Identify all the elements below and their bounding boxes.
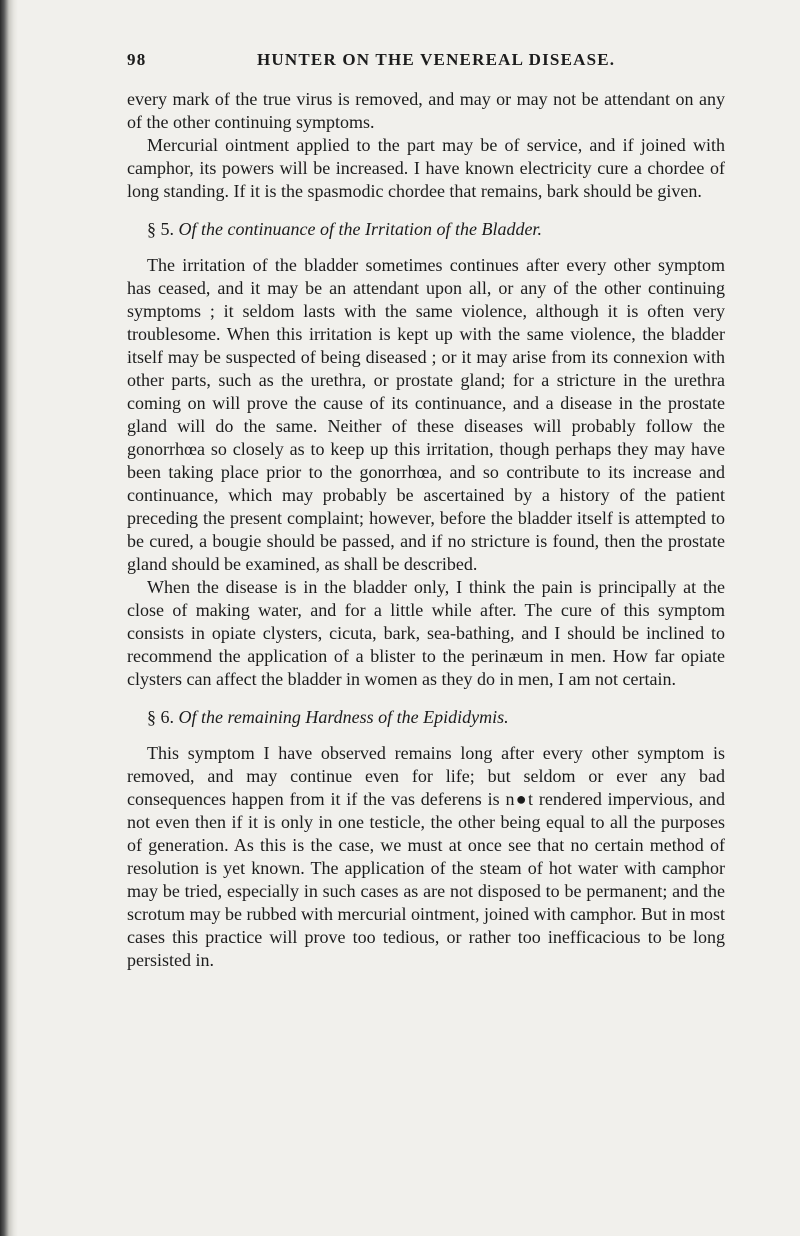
running-title: HUNTER ON THE VENEREAL DISEASE.: [257, 50, 616, 69]
section-5-paragraph-2: When the disease is in the bladder only, I think the pain is principally at the close of making water, and for a little while after. The cure of this symptom consists in opiate clysters, cicuta, bark, sea-bathing, and I should be inclined to recommend the application of a blister to the perinæum in men. How far opiate clysters can affect the bladder in women as they do in men, I am not certain.: [127, 577, 725, 689]
running-head: [127, 50, 725, 78]
book-page: [127, 50, 725, 972]
paragraph-continued: every mark of the true virus is removed, and may or may not be attendant on any of the other continuing symptoms.: [127, 89, 725, 132]
paragraph-mercurial-ointment: Mercurial ointment applied to the part may be of service, and if joined with camphor, its powers will be increased. I have known electricity cure a chordee of long standing. If it is the spasmodic chordee that remains, bark should be given.: [127, 135, 725, 201]
section-5-paragraph-1: The irritation of the bladder sometimes continues after every other symptom has ceased, and it may be an attendant upon all, or any of the other continuing symptoms ; it seldom lasts with the same violence, although it is often very troublesome. When this irritation is kept up with the same violence, the bladder itself may be suspected of being diseased ; or it may arise from its connexion with other parts, such as the urethra, or prostate gland; for a stricture in the urethra coming on will prove the cause of its continuance, and a disease in the prostate gland will do the same. Neither of these diseases will probably follow the gonorrhœa so closely as to keep up this irritation, though perhaps they may have been taking place prior to the gonorrhœa, and so contribute to its increase and continuance, which may probably be ascertained by a history of the patient preceding the present complaint; however, before the bladder itself is attempted to be cured, a bougie should be passed, and if no stricture is found, then the prostate gland should be examined, as shall be described.: [127, 255, 725, 574]
section-6-paragraph-1: This symptom I have observed remains long after every other symptom is removed, and may continue even for life; but seldom or ever any bad consequences happen from it if the vas deferens is n●t rendered impervious, and not even then if it is only in one testicle, the other being equal to all the purposes of generation. As this is the case, we must at once see that no certain method of resolution is yet known. The application of the steam of hot water with camphor may be tried, especially in such cases as are not disposed to be permanent; and the scrotum may be rubbed with mercurial ointment, joined with camphor. But in most cases this practice will prove too tedious, or rather too inefficacious to be long persisted in.: [127, 743, 725, 970]
section-6-heading: [127, 706, 725, 729]
page-number: 98: [127, 50, 147, 69]
page-binding-edge: [0, 0, 18, 1236]
section-5-title: Of the continuance of the Irritation of the Bladder.: [178, 219, 542, 239]
section-6-number: § 6.: [147, 707, 174, 727]
body-text: [127, 88, 725, 972]
section-5-number: § 5.: [147, 219, 174, 239]
section-6-title: Of the remaining Hardness of the Epididymis.: [178, 707, 509, 727]
section-5-heading: [127, 218, 725, 241]
